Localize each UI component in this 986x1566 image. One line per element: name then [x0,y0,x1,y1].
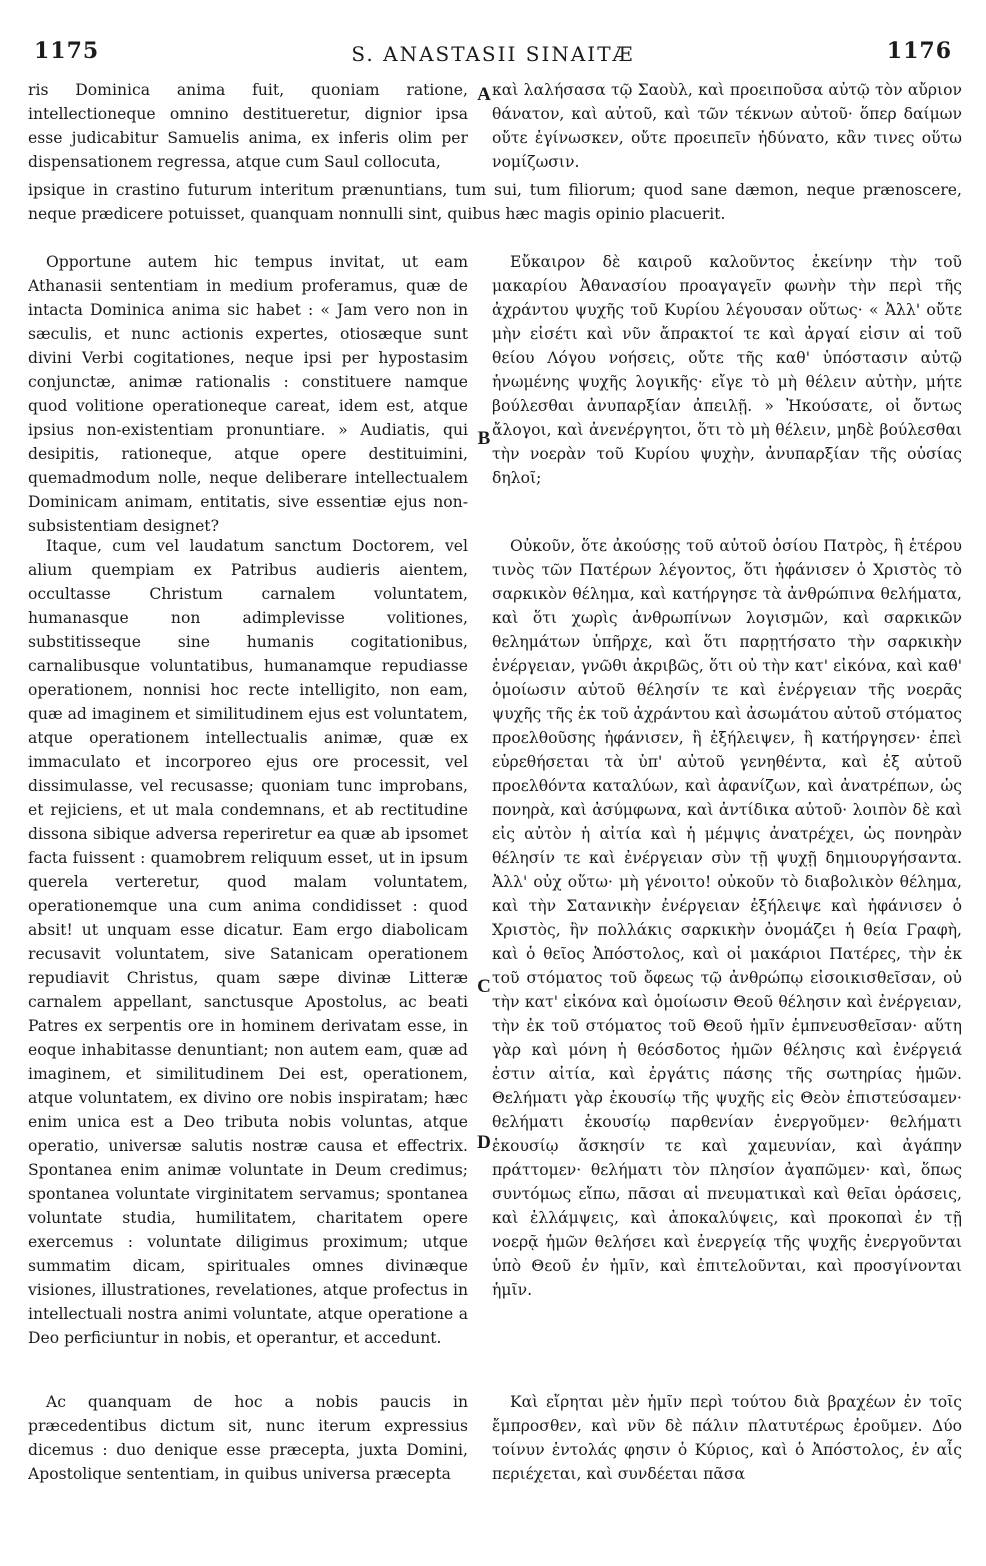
greek-column-block-3 [492,534,962,1376]
latin-column-block-1 [28,78,468,180]
latin-paragraph-2: Opportune autem hic tempus invitat, ut eam Athanasii sententiam in medium proferamus, quæ de intacta Dominica anima sic habet : « Jam vero non in sæculis, et nunc actionis expertes, otiosæque sunt divini Verbi cogitationes, neque ipsi per hypostasim conjunctæ, animæ rationalis : constituere namque quod volitione operationeque careat, idem est, atque ipsius non-existentiam pronuntiare. » Audiatis, qui desipitis, rationeque, atque opere destituimini, quemadmodum nolle, neque deliberare intellectualem Dominicam animam, entitatis, sive essentiæ ejus non-subsistentiam designet? [28,253,468,534]
greek-column-block-2 [492,250,962,486]
section-marker-c: C [477,976,491,997]
latin-paragraph-1: ris Dominica anima fuit, quoniam ratione, intellectioneque omnino destitueretur, dignior ipsa esse judicabitur Samuelis anima, ex inferis olim per dispensationem regressa, atque cum Saul collocuta, [28,81,468,171]
latin-column-block-3 [28,534,468,1392]
section-marker-d: D [477,1132,491,1153]
greek-paragraph-3: Οὐκοῦν, ὅτε ἀκούσῃς τοῦ αὐτοῦ ὁσίου Πατρὸς, ἢ ἑτέρου τινὸς τῶν Πατέρων λέγοντος, ὅτι ἠφάνισεν ὁ Χριστὸς τὸ σαρκικὸν θέλημα, καὶ κατήργησε τὰ ἀνθρώπινα θελήματα, καὶ ὅτι χωρὶς ἀνθρωπίνων λογισμῶν, καὶ σαρκικῶν θελημάτων ὑπῆρχε, καὶ ὅτι παρῃτήσατο τὴν σαρκικὴν ἐνέργειαν, γνῶθι ἀκριβῶς, ὅτι οὐ τὴν κατ' εἰκόνα, καὶ καθ' ὁμοίωσιν αὐτοῦ θέλησίν τε καὶ ἐνέργειαν τῆς νοερᾶς ψυχῆς τῆς ἐκ τοῦ ἀχράντου καὶ ἀσωμάτου αὐτοῦ στόματος προελθοῦσης ἠφάνισεν, ἢ ἐξήλειψεν, ἢ κατήργησεν· ἐπεὶ εὑρεθήσεται τὰ ὑπ' αὐτοῦ γενηθέντα, καὶ ἐξ αὐτοῦ προελθόντα καταλύων, καὶ ἀφανίζων, καὶ ἀνατρέπων, ὡς πονηρὰ, καὶ ἀσύμφωνα, καὶ ἀντίδικα αὐτοῦ· λοιπὸν δὲ καὶ εἰς αὐτὸν ἡ αἰτία καὶ ἡ μέμψις ἀνατρέχει, ὡς πονηρὰν θέλησίν τε καὶ ἐνέργειαν σὺν τῇ ψυχῇ δημιουργήσαντα. Ἀλλ' οὐχ οὕτω· μὴ γένοιτο! οὐκοῦν τὸ διαβολικὸν θέλημα, καὶ τὴν Σατανικὴν ἐνέργειαν ἐξήλειψε καὶ ἠφάνισεν ὁ Χριστὸς, ἣν πολλάκις σαρκικὴν ὀνομάζει ἡ θεία Γραφὴ, καὶ ὁ θεῖος Ἀπόστολος, καὶ οἱ μακάριοι Πατέρες, τὴν ἐκ τοῦ στόματος τοῦ ὄφεως τῷ ἀνθρώπῳ εἰσοικισθεῖσαν, οὐ τὴν κατ' εἰκόνα καὶ ὁμοίωσιν Θεοῦ θέλησιν καὶ ἐνέργειαν, τὴν ἐκ τοῦ στόματος τοῦ Θεοῦ ἡμῖν ἐμπνευσθεῖσαν· αὕτη γὰρ καὶ μόνη ἡ θεόσδοτος ἡμῶν θέλησις καὶ ἐνέργειά ἐστιν αἰτία, καὶ ἐργάτις πάσης τῆς σωτηρίας ἡμῶν. Θελήματι γὰρ ἑκουσίῳ τῆς ψυχῆς εἰς Θεὸν ἐπιστεύσαμεν· θελήματι ἑκουσίῳ παρθενίαν ἐνεργοῦμεν· θελήματι ἑκουσίῳ ἄσκησίν τε καὶ χαμευνίαν, καὶ ἀγάπην πράττομεν· θελήματι τὸν πλησίον ἀγαπῶμεν· καὶ, ὅπως συντόμως εἴπω, πᾶσαι αἱ πνευματικαὶ καὶ θεῖαι ὁράσεις, καὶ ἐλλάμψεις, καὶ ἀποκαλύψεις, καὶ προκοπαὶ ἐν τῇ νοερᾷ ἡμῶν θελήσει καὶ ἐνεργείᾳ τῆς ψυχῆς ἐνεργοῦνται ὑπὸ Θεοῦ ἐν ἡμῖν, καὶ ἐπιτελοῦνται, καὶ προσγίνονται ἡμῖν. [492,537,962,1299]
greek-column-block-4 [492,1390,962,1552]
greek-column-block-1 [492,78,962,180]
page-number-left: 1175 [34,38,100,64]
latin-paragraph-3: Itaque, cum vel laudatum sanctum Doctorem, vel alium quempiam ex Patribus audieris aientem, occultasse Christum carnalem voluntatem, humanasque non adimplevisse volitiones, substitisseque sine humanis cogitationibus, carnalibusque voluntatibus, humanamque repudiasse operationem, nonnisi hoc recte intelligito, non eam, quæ ad imaginem et similitudinem ejus est voluntatem, atque operationem intellectualis animæ, quæ ex immaculato et incorporeo ejus ore processit, vel dissimulasse, vel recusasse; quoniam tunc improbans, et rejiciens, et ut mala condemnans, et ab rectitudine dissona sibique adversa reperiretur ea quæ ab ipsomet facta fuissent : quamobrem reliquum esset, ut in ipsum querela verteretur, quod malam voluntatem, operationemque una cum anima condidisset : quod absit! ut unquam esse dicatur. Eam ergo diabolicam recusavit voluntatem, sive Satanicam operationem repudiavit Christus, quam sæpe divinæ Litteræ carnalem appellant, sanctusque Apostolus, ac beati Patres ex serpentis ore in hominem derivatam esse, in eoque inhabitasse denuntiant; non autem eam, quæ ad imaginem, et similitudinem Dei est, operationem, atque voluntatem, ex divino ore nobis inspiratam; hæc enim unica est a Deo tributa nobis voluntas, atque operatio, universæ salutis nostræ causa et effectrix. Spontanea enim animæ voluntate in Deum credimus; spontanea voluntate virginitatem servamus; spontanea voluntate studia, humilitatem, charitatem opere exercemus : voluntate diligimus proximum; utque summatim dicam, spirituales omnes divinæque visiones, illustrationes, revelationes, atque profectus in intellectuali nostra animi voluntate, atque operatione a Deo perficiuntur in nobis, et operantur, et accedunt. [28,537,468,1347]
page-header [28,34,958,74]
latin-paragraph-4: Ac quanquam de hoc a nobis paucis in præcedentibus dictum sit, nunc iterum expressius dicemus : duo denique esse præcepta, juxta Domini, Apostolique sententiam, in quibus universa præcepta [28,1393,468,1483]
greek-paragraph-4: Καὶ εἴρηται μὲν ἡμῖν περὶ τούτου διὰ βραχέων ἐν τοῖς ἔμπροσθεν, καὶ νῦν δὲ πάλιν πλατυτέρως ἐροῦμεν. Δύο τοίνυν ἐντολάς φησιν ὁ Κύριος, καὶ ὁ Ἀπόστολος, ἐν αἷς περιέχεται, καὶ συνδέεται πᾶσα [492,1393,962,1483]
greek-paragraph-1: καὶ λαλήσασα τῷ Σαοὺλ, καὶ προειποῦσα αὐτῷ τὸν αὔριον θάνατον, καὶ αὐτοῦ, καὶ τῶν τέκνων αὐτοῦ· ὅπερ δαίμων οὔτε ἐγίνωσκεν, οὔτε προειπεῖν ἠδύνατο, κἂν τινες οὕτω νομίζωσιν. [492,81,962,171]
section-marker-b: B [477,428,491,449]
latin-column-block-2 [28,250,468,534]
full-width-block [28,178,962,228]
full-width-paragraph: ipsique in crastino futurum interitum prænuntians, tum sui, tum filiorum; quod sane dæmon, neque prænoscere, neque prædicere potuisset, quanquam nonnulli sint, quibus hæc magis opinio placuerit. [28,181,962,223]
page-number-right: 1176 [886,38,952,64]
latin-column-block-4 [28,1390,468,1552]
section-marker-a: A [477,84,491,105]
running-title: S. ANASTASII SINAITÆ [351,42,635,66]
greek-paragraph-2: Εὔκαιρον δὲ καιροῦ καλοῦντος ἐκείνην τὴν τοῦ μακαρίου Ἀθανασίου προαγαγεῖν φωνὴν τὴν περὶ τῆς ἀχράντου ψυχῆς τοῦ Κυρίου λέγουσαν οὕτως· « Ἀλλ' οὔτε μὴν εἰσέτι καὶ νῦν ἄπρακτοί τε καὶ ἀργαί εἰσιν αἱ τοῦ θείου Λόγου νοήσεις, οὔτε τῆς καθ' ὑπόστασιν αὐτῷ ἡνωμένης ψυχῆς λογικῆς· εἴγε τὸ μὴ θέλειν αὐτὴν, μήτε βούλεσθαι ἀνυπαρξίαν ἀπειλῇ. » Ἠκούσατε, οἱ ὄντως ἄλογοι, καὶ ἀνενέργητοι, ὅτι τὸ μὴ θέλειν, μηδὲ βούλεσθαι τὴν νοερὰν τοῦ Κυρίου ψυχὴν, ἀνυπαρξίαν τῆς οὐσίας δηλοῖ; [492,253,962,486]
